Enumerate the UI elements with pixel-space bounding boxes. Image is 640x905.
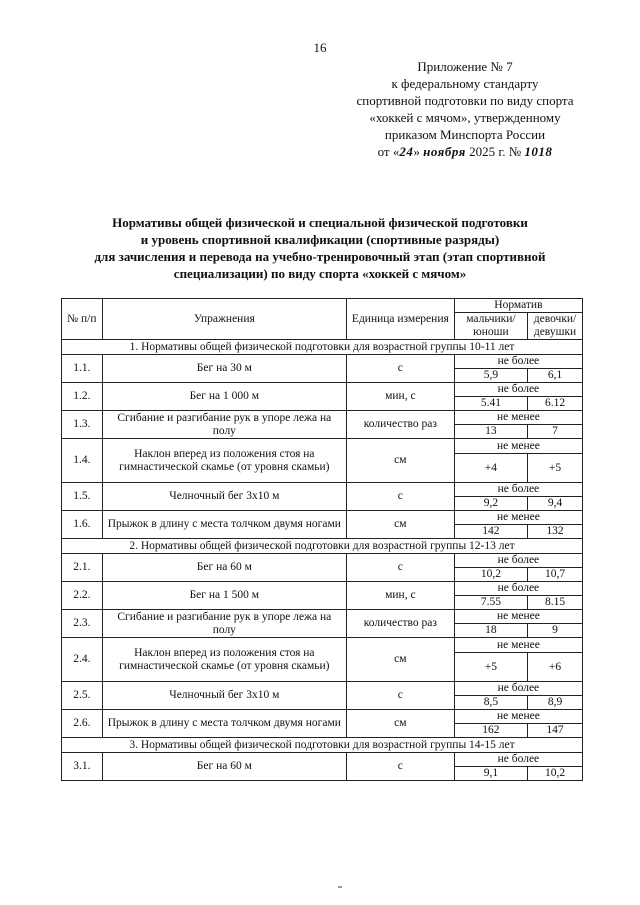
section-row <box>62 340 583 355</box>
handwritten-day: 24 <box>399 144 414 159</box>
unit: с <box>346 682 454 710</box>
boys-value: 162 <box>454 724 527 738</box>
girls-value: 6,1 <box>528 369 583 383</box>
table-row <box>62 753 583 767</box>
header-boys: мальчики/ юноши <box>454 313 527 340</box>
norms-table <box>61 298 583 781</box>
norm-modifier: не более <box>454 355 582 369</box>
girls-value: 132 <box>528 525 583 539</box>
row-number: 1.3. <box>62 411 103 439</box>
boys-value: 10,2 <box>454 568 527 582</box>
header-num: № п/п <box>62 299 103 340</box>
date-year: 2025 г. № <box>469 144 522 159</box>
boys-value: 7.55 <box>454 596 527 610</box>
section-row <box>62 738 583 753</box>
table-row <box>62 483 583 497</box>
document-title <box>60 214 580 282</box>
handwritten-month: ноября <box>423 144 466 159</box>
norm-modifier: не менее <box>454 610 582 624</box>
row-number: 2.3. <box>62 610 103 638</box>
appendix-line: спортивной подготовки по виду спорта <box>356 93 574 108</box>
unit: мин, с <box>346 383 454 411</box>
row-number: 1.6. <box>62 511 103 539</box>
exercise-name: Наклон вперед из положения стоя на гимнастической скамье (от уровня скамьи) <box>102 638 346 682</box>
exercise-name: Наклон вперед из положения стоя на гимнастической скамье (от уровня скамьи) <box>102 439 346 483</box>
exercise-name: Сгибание и разгибание рук в упоре лежа на полу <box>102 610 346 638</box>
header-unit: Единица измерения <box>346 299 454 340</box>
girls-value: 9,4 <box>528 497 583 511</box>
boys-value: 9,1 <box>454 767 527 781</box>
girls-value: +5 <box>528 454 583 483</box>
unit: количество раз <box>346 610 454 638</box>
title-line: специализации) по виду спорта «хоккей с мячом» <box>173 266 467 281</box>
row-number: 2.1. <box>62 554 103 582</box>
table-row <box>62 682 583 696</box>
table-row <box>62 511 583 525</box>
unit: с <box>346 483 454 511</box>
row-number: 2.4. <box>62 638 103 682</box>
norm-modifier: не более <box>454 483 582 497</box>
row-number: 1.5. <box>62 483 103 511</box>
unit: мин, с <box>346 582 454 610</box>
table-row <box>62 610 583 624</box>
exercise-name: Прыжок в длину с места толчком двумя ногами <box>102 710 346 738</box>
header-norm: Норматив <box>454 299 582 313</box>
title-line: и уровень спортивной квалификации (спортивные разряды) <box>140 232 500 247</box>
unit: см <box>346 511 454 539</box>
boys-value: +4 <box>454 454 527 483</box>
norm-modifier: не менее <box>454 511 582 525</box>
exercise-name: Бег на 60 м <box>102 753 346 781</box>
table-row <box>62 355 583 369</box>
page-number: 16 <box>313 40 327 55</box>
norm-modifier: не более <box>454 753 582 767</box>
unit: с <box>346 753 454 781</box>
unit: см <box>346 710 454 738</box>
unit: количество раз <box>346 411 454 439</box>
title-line: Нормативы общей физической и специальной физической подготовки <box>112 215 528 230</box>
table-row <box>62 383 583 397</box>
girls-value: 10,2 <box>528 767 583 781</box>
row-number: 2.2. <box>62 582 103 610</box>
row-number: 2.5. <box>62 682 103 710</box>
table-row <box>62 439 583 454</box>
norm-modifier: не более <box>454 554 582 568</box>
exercise-name: Сгибание и разгибание рук в упоре лежа на полу <box>102 411 346 439</box>
norm-modifier: не более <box>454 383 582 397</box>
header-girls: девочки/ девушки <box>528 313 583 340</box>
unit: с <box>346 554 454 582</box>
scan-mark <box>338 886 342 888</box>
boys-value: 9,2 <box>454 497 527 511</box>
exercise-name: Челночный бег 3х10 м <box>102 682 346 710</box>
unit: см <box>346 439 454 483</box>
section-row <box>62 539 583 554</box>
girls-value: 147 <box>528 724 583 738</box>
appendix-line: Приложение № 7 <box>417 59 513 74</box>
boys-value: 18 <box>454 624 527 638</box>
table-row <box>62 638 583 653</box>
table-row <box>62 411 583 425</box>
row-number: 1.2. <box>62 383 103 411</box>
boys-value: 142 <box>454 525 527 539</box>
row-number: 2.6. <box>62 710 103 738</box>
norm-modifier: не менее <box>454 411 582 425</box>
norm-modifier: не менее <box>454 439 582 454</box>
date-prefix: от « <box>377 144 400 159</box>
girls-value: 8,9 <box>528 696 583 710</box>
row-number: 1.4. <box>62 439 103 483</box>
table-row <box>62 710 583 724</box>
table-row <box>62 582 583 596</box>
title-line: для зачисления и перевода на учебно-тренировочный этап (этап спортивной <box>94 249 546 264</box>
header-exercise: Упражнения <box>102 299 346 340</box>
appendix-line: «хоккей с мячом», утвержденному <box>369 110 561 125</box>
section-title: 2. Нормативы общей физической подготовки для возрастной группы 12-13 лет <box>62 539 583 554</box>
table-row <box>62 554 583 568</box>
appendix-block <box>340 58 590 160</box>
boys-value: 8,5 <box>454 696 527 710</box>
norm-modifier: не менее <box>454 638 582 653</box>
row-number: 1.1. <box>62 355 103 383</box>
norm-modifier: не более <box>454 582 582 596</box>
girls-value: 9 <box>528 624 583 638</box>
exercise-name: Бег на 1 000 м <box>102 383 346 411</box>
norm-modifier: не более <box>454 682 582 696</box>
boys-value: 5,9 <box>454 369 527 383</box>
section-title: 1. Нормативы общей физической подготовки для возрастной группы 10-11 лет <box>62 340 583 355</box>
exercise-name: Бег на 60 м <box>102 554 346 582</box>
exercise-name: Прыжок в длину с места толчком двумя ногами <box>102 511 346 539</box>
unit: см <box>346 638 454 682</box>
exercise-name: Челночный бег 3х10 м <box>102 483 346 511</box>
norm-modifier: не менее <box>454 710 582 724</box>
girls-value: 7 <box>528 425 583 439</box>
unit: с <box>346 355 454 383</box>
section-title: 3. Нормативы общей физической подготовки для возрастной группы 14-15 лет <box>62 738 583 753</box>
girls-value: 10,7 <box>528 568 583 582</box>
handwritten-number: 1018 <box>524 144 553 159</box>
boys-value: 5.41 <box>454 397 527 411</box>
appendix-line: к федеральному стандарту <box>391 76 539 91</box>
row-number: 3.1. <box>62 753 103 781</box>
exercise-name: Бег на 30 м <box>102 355 346 383</box>
boys-value: 13 <box>454 425 527 439</box>
exercise-name: Бег на 1 500 м <box>102 582 346 610</box>
date-mid: » <box>413 144 420 159</box>
boys-value: +5 <box>454 653 527 682</box>
girls-value: 6.12 <box>528 397 583 411</box>
appendix-date-line <box>340 143 590 160</box>
girls-value: +6 <box>528 653 583 682</box>
appendix-line: приказом Минспорта России <box>384 127 546 142</box>
girls-value: 8.15 <box>528 596 583 610</box>
